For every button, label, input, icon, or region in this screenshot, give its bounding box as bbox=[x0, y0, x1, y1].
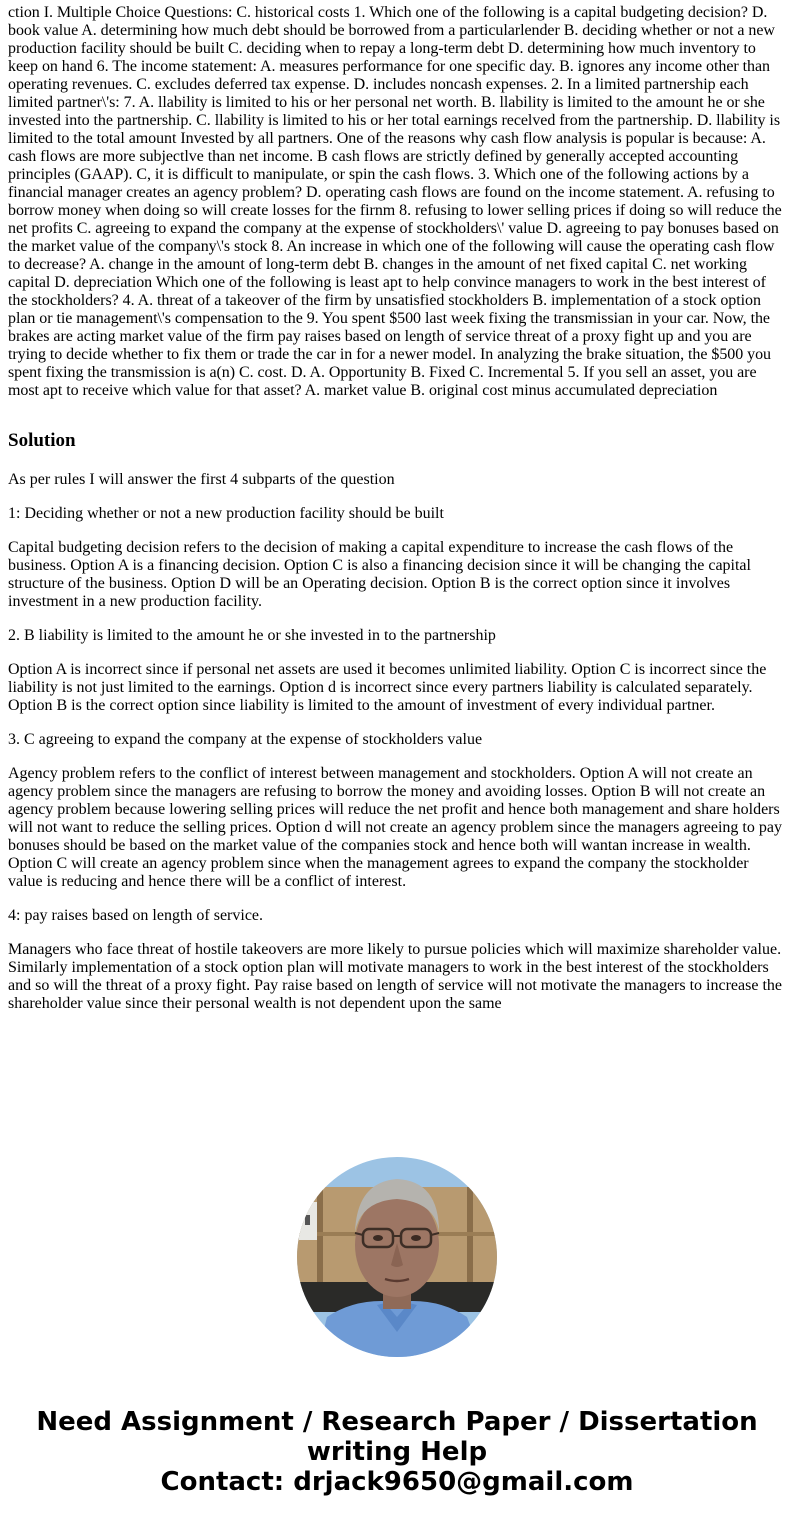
explanation-2: Option A is incorrect since if personal net assets are used it becomes unlimited liability. Option C is incorrect since the liability is not just limited to the earnings. Option d is incorrect since every partners liability is calculated separately. Option B is the correct option since liability is limited to the amount of investment of every individual partner. bbox=[8, 661, 767, 714]
answer-2: 2. B liability is limited to the amount he or she invested in to the partnership bbox=[8, 627, 496, 644]
explanation-4: Managers who face threat of hostile takeovers are more likely to pursue policies which will maximize shareholder value. Similarly implementation of a stock option plan will motivate managers to work in the best interest of the stockholders and so will the threat of a proxy fight. Pay raise based on length of service will not motivate the managers to increase the shareholder value since their personal wealth is not dependent upon the same bbox=[8, 941, 782, 1012]
avatar bbox=[297, 1157, 497, 1357]
banner-line-1: Need Assignment / Research Paper / Dissertation bbox=[36, 1407, 758, 1437]
answer-1: 1: Deciding whether or not a new production facility should be built bbox=[8, 505, 444, 522]
explanation-1: Capital budgeting decision refers to the decision of making a capital expenditure to increase the cash flows of the business. Option A is a financing decision. Option C is also a financing decision since it will be changing the capital structure of the business. Option D will be an Operating decision. Option B is the correct option since it involves investment in a new production facility. bbox=[8, 539, 751, 610]
portrait-photo-icon bbox=[297, 1157, 497, 1357]
contact-banner bbox=[0, 1407, 794, 1497]
solution-intro: As per rules I will answer the first 4 subparts of the question bbox=[8, 471, 395, 488]
solution-heading: Solution bbox=[8, 430, 76, 451]
banner-line-2: writing Help bbox=[306, 1437, 488, 1467]
answer-3: 3. C agreeing to expand the company at the expense of stockholders value bbox=[8, 731, 483, 748]
answer-4: 4: pay raises based on length of service. bbox=[8, 907, 264, 924]
explanation-3: Agency problem refers to the conflict of interest between management and stockholders. Option A will not create an agency problem since the managers are refusing to borrow the money and avoiding losses. Option B will not create an agency problem because lowering selling prices will reduce the net profit and hence both management and share holders will not want to reduce the selling prices. Option d will not create an agency problem since the managers agreeing to pay bonuses should be based on the market value of the companies stock and hence both will wantan increase in wealth. Option C will create an agency problem since when the management agrees to expand the company the stockholder value is reducing and hence there will be a conflict of interest. bbox=[8, 765, 782, 890]
document-body bbox=[0, 4, 794, 1013]
banner-contact-email: Contact: drjack9650@gmail.com bbox=[160, 1467, 634, 1497]
question-text: ction I. Multiple Choice Questions: C. historical costs 1. Which one of the following is a capital budgeting decision? D. book value A. determining how much debt should be borrowed from a particularlender B. deciding whether or not a new production facility should be built C. deciding when to repay a long-term debt D. determining how much inventory to keep on hand 6. The income statement: A. measures performance for one specific day. B. ignores any income other than operating revenues. C. excludes deferred tax expense. D. includes noncash expenses. 2. In a limited partnership each limited partner\'s: 7. A. llability is limited to his or her personal net worth. B. llability is limited to the amount he or she invested into the partnership. C. llability is limited to his or her total earnings recelved from the partnership. D. llability is limited to the total amount Invested by all partners. One of the reasons why cash flow analysis is popular is because: A. cash flows are more subjectlve than net income. B cash flows are strictly defined by generally accepted accounting principles (GAAP). C, it is difficult to manipulate, or spin the cash flows. 3. Which one of the following actions by a financial manager creates an agency problem? D. operating cash flows are found on the income statement. A. refusing to borrow money when doing so will create losses for the firnm 8. refusing to lower selling prices if doing so will reduce the net profits C. agreeing to expand the company at the expense of stockholders\' value D. agreeing to pay bonuses based on the market value of the company\'s stock 8. An increase in which one of the following will cause the operating cash flow to decrease? A. change in the amount of long-term debt B. changes in the amount of net fixed capital C. net working capital D. depreciation Which one of the following is least apt to help convince managers to work in the best interest of the stockholders? 4. A. threat of a takeover of the firm by unsatisfied stockholders B. implementation of a stock option plan or tie management\'s compensation to the 9. You spent $500 last week fixing the transmissian in your car. Now, the brakes are acting market value of the firm pay raises based on length of service threat of a proxy fight up and you are trying to decide whether to fix them or trade the car in for a newer model. In analyzing the brake situation, the $500 you spent fixing the transmission is a(n) C. cost. D. A. Opportunity B. Fixed C. Incremental 5. If you sell an asset, you are most apt to receive which value for that asset? A. market value B. original cost minus accumulated depreciation bbox=[8, 4, 782, 399]
